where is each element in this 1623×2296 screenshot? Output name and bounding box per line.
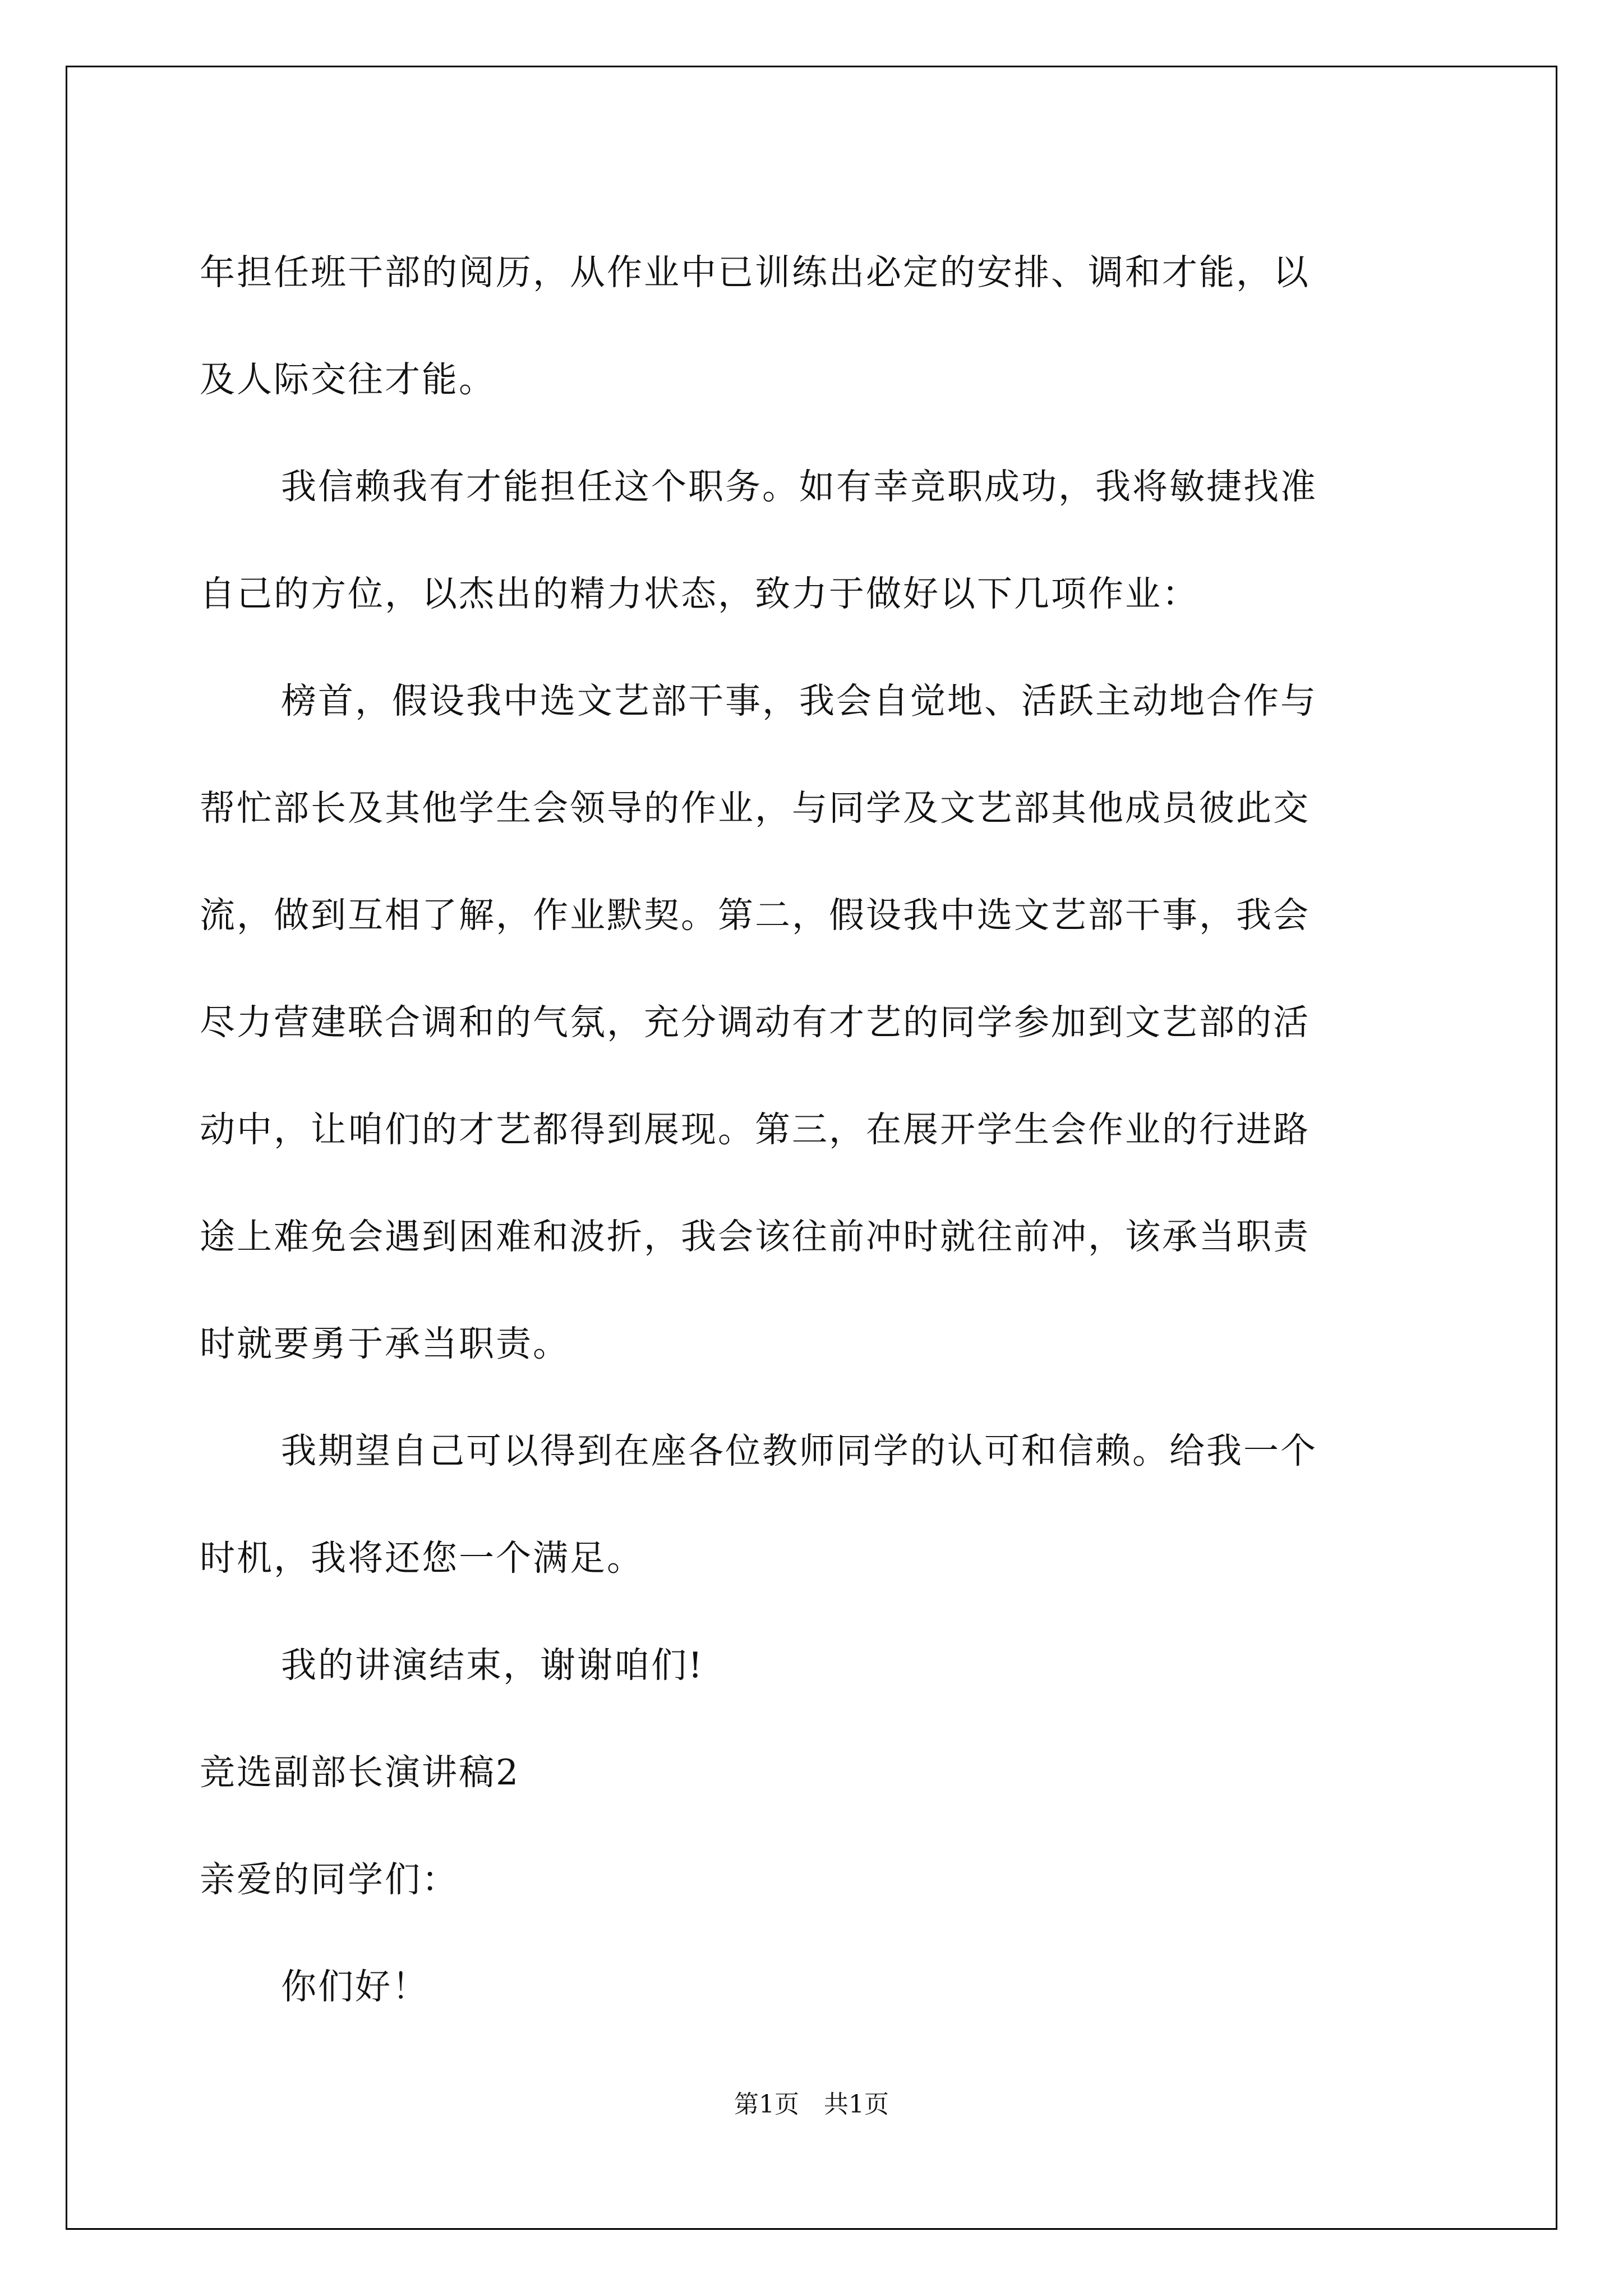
greeting: 你们好！ bbox=[281, 1966, 429, 2007]
text-line: 榜首，假设我中选文艺部干事，我会自觉地、活跃主动地合作与 bbox=[281, 680, 1317, 721]
text-line: 途上难免会遇到困难和波折，我会该往前冲时就往前冲，该承当职责 bbox=[200, 1216, 1310, 1257]
text-line: 我信赖我有才能担任这个职务。如有幸竞职成功，我将敏捷找准 bbox=[281, 466, 1317, 507]
salutation: 亲爱的同学们： bbox=[200, 1859, 459, 1900]
text-line: 帮忙部长及其他学生会领导的作业，与同学及文艺部其他成员彼此交 bbox=[200, 788, 1310, 829]
text-line: 我期望自己可以得到在座各位教师同学的认可和信赖。给我一个 bbox=[281, 1430, 1317, 1471]
text-line: 动中，让咱们的才艺都得到展现。第三，在展开学生会作业的行进路 bbox=[200, 1109, 1310, 1150]
document-body bbox=[200, 219, 1425, 2040]
text-line: 年担任班干部的阅历，从作业中已训练出必定的安排、调和才能，以 bbox=[200, 252, 1310, 293]
text-line: 流，做到互相了解，作业默契。第二，假设我中选文艺部干事，我会 bbox=[200, 895, 1310, 936]
text-line: 我的讲演结束，谢谢咱们! bbox=[281, 1645, 704, 1686]
page-footer: 第1页 共1页 bbox=[734, 2090, 889, 2119]
text-line: 时机，我将还您一个满足。 bbox=[200, 1538, 644, 1579]
text-line: 及人际交往才能。 bbox=[200, 359, 496, 400]
text-line: 尽力营建联合调和的气氛，充分调动有才艺的同学参加到文艺部的活 bbox=[200, 1002, 1310, 1043]
text-line: 时就要勇于承当职责。 bbox=[200, 1323, 570, 1364]
section-heading: 竞选副部长演讲稿2 bbox=[200, 1752, 520, 1793]
text-line: 自己的方位，以杰出的精力状态，致力于做好以下几项作业： bbox=[200, 573, 1199, 614]
